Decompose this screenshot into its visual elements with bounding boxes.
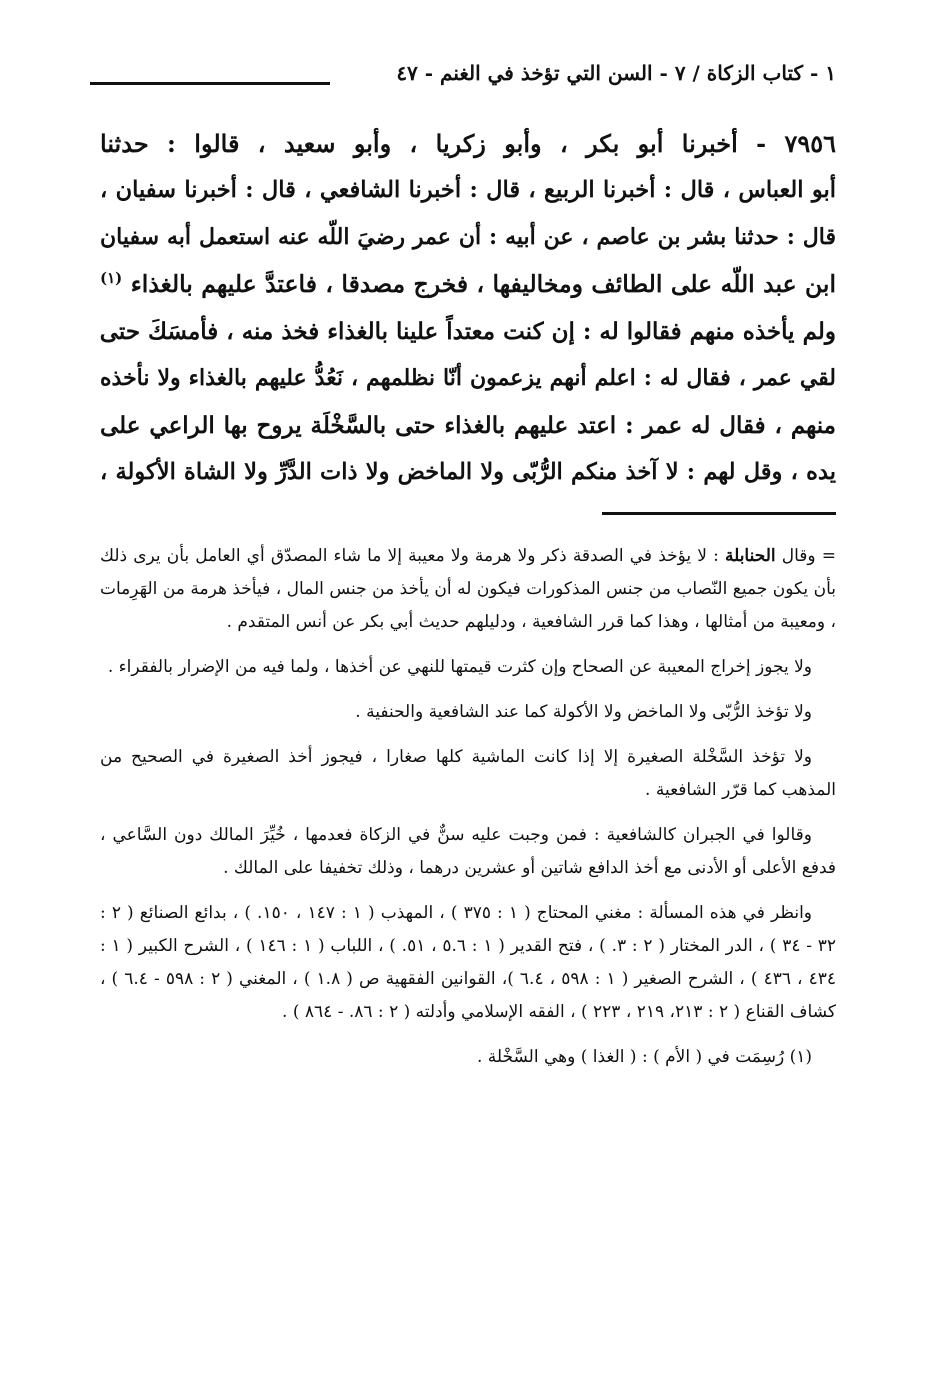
hadith-line: أبو العباس ، قال : أخبرنا الربيع ، قال : أخبرنا الشافعي ، قال : أخبرنا سفيان ، xyxy=(100,177,836,203)
footnotes xyxy=(100,540,836,1086)
note-paragraph: وقالوا في الجبران كالشافعية : فمن وجبت عليه سنٌّ في الزكاة فعدمها ، خُيِّرَ المالك دون السَّاعي ، فدفع الأعلى أو الأدنى مع أخذ الدافع شاتين أو عشرين درهما ، وذلك تخفيفا على المالك . xyxy=(100,825,836,878)
note-paragraph: ولا يجوز إخراج المعيبة عن الصحاح وإن كثرت قيمتها للنهي عن أخذها ، ولما فيه من الإضرار بالفقراء . xyxy=(107,657,812,677)
running-header xyxy=(90,58,836,98)
references-paragraph: وانظر في هذه المسألة : مغني المحتاج ( ١ : ٣٧٥ ) ، المهذب ( ١ : ١٤٧ ، ١٥٠. ) ، بدائع الصنائع ( ٢ : ٣٢ - ٣٤ ) ، الدر المختار ( ٢ : ٣. ) ، فتح القدير ( ١ : ٥.٦ ، ٥١. ) ، اللباب ( ١ : ١٤٦ ) ، الشرح الكبير ( ١ : ٤٣٤ ، ٤٣٦ ) ، الشرح الصغير ( ١ : ٥٩٨ ، ٦.٤ )، القوانين الفقهية ص ( ١.٨ ) ، المغني ( ٢ : ٥٩٨ - ٦.٤ ) ، كشاف القناع ( ٢ : ٢١٣، ٢١٩ ، ٢٢٣ ) ، الفقه الإسلامي وأدلته ( ٢ : ٨٦. - ٨٦٤ ) . xyxy=(100,903,837,1022)
note-term: الحنابلة xyxy=(724,546,776,566)
hadith-line: لقي عمر ، فقال له : اعلم أنهم يزعمون أنّا نظلمهم ، نَعُدُّ عليهم بالغذاء ولا نأخذه xyxy=(100,365,836,391)
footnote-marker: (١) xyxy=(100,269,123,288)
hadith-text xyxy=(100,120,836,496)
hadith-line: ولم يأخذه منهم فقالوا له : إن كنت معتداً علينا بالغذاء فخذ منه ، فأمسَكَ حتى xyxy=(100,318,836,345)
note-text: : لا يؤخذ في الصدقة ذكر ولا هرمة ولا معيبة إلا ما شاء المصدّق أي العامل بأن يرى ذلك بأن يكون جميع النّصاب من جنس المذكورات فيكون له أن يأخذ من جنس المال ، فيأخذ هرمة من الهَرِمات ، ومعيبة من أمثالها ، وهذا كما قرر الشافعية ، ودليلهم حديث أبي بكر عن أنس المتقدم . xyxy=(100,546,836,632)
note-paragraph: ولا تؤخذ السَّخْلة الصغيرة إلا إذا كانت الماشية كلها صغارا ، فيجوز أخذ الصغيرة في الصحيح من المذهب كما قرّر الشافعية . xyxy=(100,747,836,800)
note-paragraph xyxy=(100,540,836,639)
footnote-separator xyxy=(602,512,836,515)
hadith-line: منهم ، فقال له عمر : اعتد عليهم بالغذاء حتى بالسَّخْلَة يروح بها الراعي على xyxy=(100,412,836,439)
hadith-line: يده ، وقل لهم : لا آخذ منكم الرُّبّى ولا الماخض ولا ذات الدَّرِّ ولا الشاة الأكولة ، xyxy=(100,459,836,485)
footnote-1: (١) رُسِمَت في ( الأم ) : ( الغذا ) وهي السَّخْلة . xyxy=(476,1047,812,1067)
hadith-line-text: ابن عبد اللّه على الطائف ومخاليفها ، فخرج مصدقا ، فاعتدَّ عليهم بالغذاء xyxy=(130,270,836,298)
hadith-line: قال : حدثنا بشر بن عاصم ، عن أبيه : أن عمر رضيَ اللّه عنه استعمل أبه سفيان xyxy=(100,224,836,250)
header-rule xyxy=(90,82,330,85)
hadith-line: ٧٩٥٦ - أخبرنا أبو بكر ، وأبو زكريا ، وأبو سعيد ، قالوا : حدثنا xyxy=(100,129,836,158)
header-title: ١ - كتاب الزكاة / ٧ - السن التي تؤخذ في الغنم - ٤٧ xyxy=(396,61,836,85)
note-prefix: = وقال xyxy=(775,546,836,566)
hadith-line-with-footnote xyxy=(100,261,836,308)
note-paragraph: ولا تؤخذ الرُّبّى ولا الماخض ولا الأكولة كما عند الشافعية والحنفية . xyxy=(355,702,812,722)
